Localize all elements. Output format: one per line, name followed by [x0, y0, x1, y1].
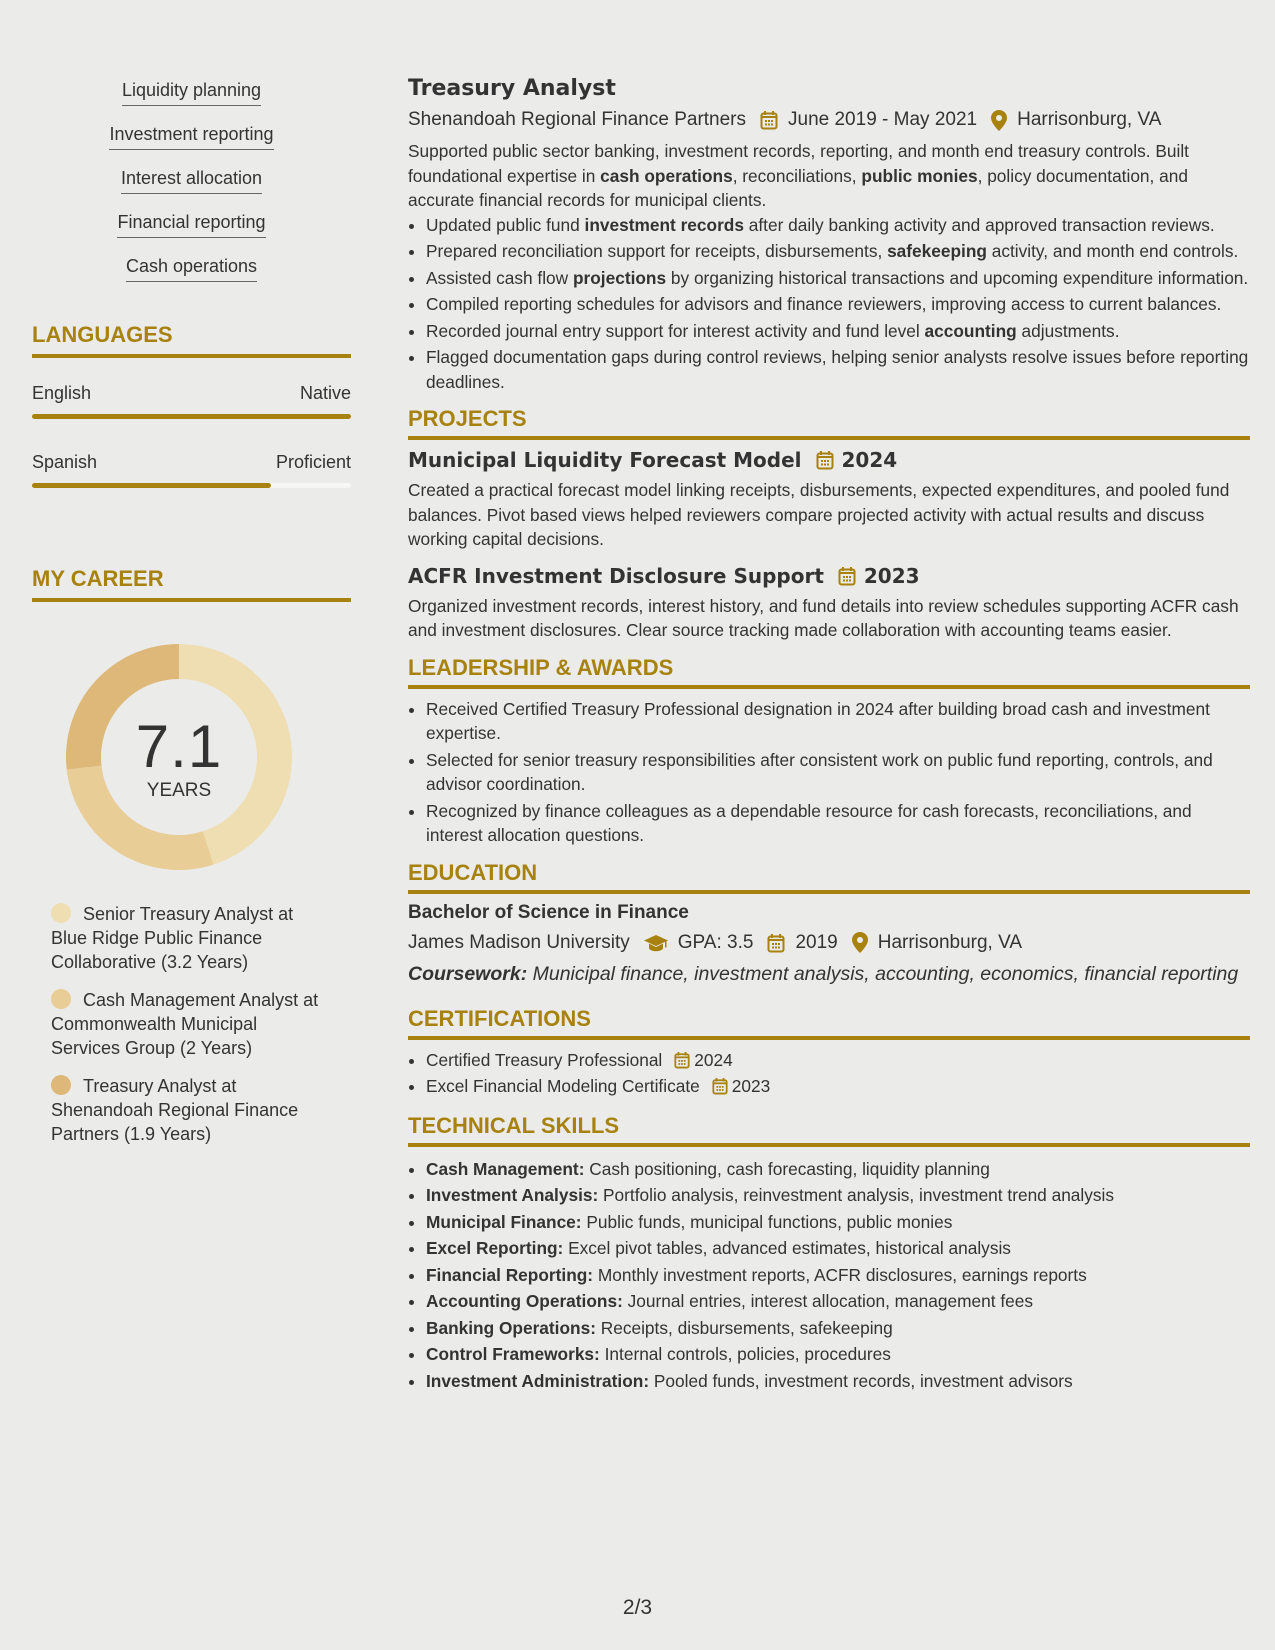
technical-skills-heading: TECHNICAL SKILLS [408, 1113, 1250, 1147]
technical-skill-item: • Banking Operations: Receipts, disbursements, safekeeping [426, 1316, 1250, 1341]
skill-tag: Financial reporting [117, 212, 265, 238]
certification-item: • Excel Financial Modeling Certificate 2023 [426, 1074, 1250, 1099]
legend-dot-icon [51, 903, 71, 923]
project-year: 2023 [863, 563, 920, 588]
project-title: Municipal Liquidity Forecast Model [408, 448, 802, 472]
legend-dot-icon [51, 1075, 71, 1095]
projects-heading: PROJECTS [408, 406, 1250, 440]
job-dates: June 2019 - May 2021 [788, 109, 978, 130]
job-location: Harrisonburg, VA [1017, 109, 1162, 130]
sidebar [32, 80, 351, 1160]
career-legend [51, 902, 321, 1146]
career-legend-label: Senior Treasury Analyst at Blue Ridge Public Finance Collaborative (3.2 Years) [51, 904, 294, 972]
job-bullet: • Compiled reporting schedules for advisors and finance reviewers, improving access to current balances. [426, 292, 1250, 317]
technical-skill-item: • Investment Administration: Pooled funds, investment records, investment advisors [426, 1369, 1250, 1394]
job-bullet: • Updated public fund investment records after daily banking activity and approved transaction reviews. [426, 213, 1250, 238]
project-description: Created a practical forecast model linking receipts, disbursements, expected expenditures, and pooled fund balances. Pivot based views helped reviewers compare projected activity with actual results and discuss working capital decisions. [408, 480, 1230, 549]
language-name: English [32, 383, 92, 403]
school-location: Harrisonburg, VA [877, 931, 1023, 953]
language-level: Proficient [275, 452, 351, 472]
location-pin-icon [852, 932, 868, 953]
leadership-item: • Recognized by finance colleagues as a dependable resource for cash forecasts, reconciliations, and interest allocation questions. [426, 799, 1250, 848]
leadership-item: • Selected for senior treasury responsibilities after consistent work on public fund reporting, controls, and advisor coordination. [426, 748, 1250, 797]
calendar-icon [674, 1051, 690, 1069]
language-name: Spanish [32, 452, 98, 472]
skill-tag: Liquidity planning [122, 80, 261, 106]
education-heading: EDUCATION [408, 860, 1250, 894]
calendar-icon [838, 566, 856, 586]
technical-skill-item: • Control Frameworks: Internal controls, policies, procedures [426, 1342, 1250, 1367]
career-legend-item [51, 988, 321, 1060]
skills-list [32, 80, 351, 282]
technical-skill-item: • Financial Reporting: Monthly investment reports, ACFR disclosures, earnings reports [426, 1263, 1250, 1288]
skill-tag: Investment reporting [109, 124, 273, 150]
experience-entry [408, 76, 1250, 394]
graduation-year: 2019 [795, 931, 838, 953]
career-legend-item [51, 1074, 321, 1146]
certifications-list [408, 1048, 1250, 1099]
calendar-icon [767, 933, 785, 953]
page-number: 2/3 [622, 1596, 653, 1619]
job-bullet: • Recorded journal entry support for interest activity and fund level accounting adjustments. [426, 319, 1250, 344]
language-bar-fill [32, 483, 271, 488]
language-bar-fill [32, 414, 351, 419]
job-bullet: • Assisted cash flow projections by organizing historical transactions and upcoming expenditure information. [426, 266, 1250, 291]
technical-skills-list [408, 1157, 1250, 1394]
language-bar [32, 414, 351, 419]
calendar-icon [760, 110, 778, 130]
calendar-icon [816, 450, 834, 470]
career-total-unit: YEARS [146, 780, 212, 801]
graduation-cap-icon [644, 934, 668, 952]
project-item [408, 564, 1250, 643]
leadership-item: • Received Certified Treasury Professional designation in 2024 after building broad cash and investment expertise. [426, 697, 1250, 746]
job-bullet: • Prepared reconciliation support for receipts, disbursements, safekeeping activity, and month end controls. [426, 239, 1250, 264]
job-summary: Supported public sector banking, investment records, reporting, and month end treasury controls. Built foundational expertise in cash operations, reconciliations, public monies, policy documentation, and accurate financial records for municipal clients. [408, 141, 1189, 210]
technical-skill-item: • Cash Management: Cash positioning, cash forecasting, liquidity planning [426, 1157, 1250, 1182]
languages-heading: LANGUAGES [32, 322, 351, 358]
company-name: Shenandoah Regional Finance Partners [408, 109, 747, 130]
skill-tag: Cash operations [126, 256, 257, 282]
technical-skill-item: • Excel Reporting: Excel pivot tables, advanced estimates, historical analysis [426, 1236, 1250, 1261]
career-legend-item [51, 902, 321, 974]
language-item [32, 452, 351, 488]
project-description: Organized investment records, interest history, and fund details into review schedules supporting ACFR cash and investment disclosures. Clear source tracking made collaboration with accounting teams easier. [408, 595, 1239, 640]
job-meta [408, 109, 1250, 131]
certifications-heading: CERTIFICATIONS [408, 1006, 1250, 1040]
job-bullets [408, 213, 1250, 395]
job-bullet: • Flagged documentation gaps during control reviews, helping senior analysts resolve issues before reporting deadlines. [426, 345, 1250, 394]
career-legend-label: Treasury Analyst at Shenandoah Regional Finance Partners (1.9 Years) [51, 1076, 299, 1144]
leadership-heading: LEADERSHIP & AWARDS [408, 655, 1250, 689]
technical-skill-item: • Municipal Finance: Public funds, municipal functions, public monies [426, 1210, 1250, 1235]
degree-title: Bachelor of Science in Finance [408, 901, 689, 923]
career-legend-label: Cash Management Analyst at Commonwealth Municipal Services Group (2 Years) [51, 990, 319, 1058]
career-total-years: 7.1 [135, 713, 223, 780]
location-pin-icon [991, 110, 1007, 131]
job-title: Treasury Analyst [408, 76, 616, 101]
project-title: ACFR Investment Disclosure Support [408, 563, 824, 588]
main-content [408, 76, 1250, 1395]
career-donut-chart [64, 642, 294, 872]
leadership-list [408, 697, 1250, 848]
project-item [408, 448, 1250, 552]
technical-skill-item: • Investment Analysis: Portfolio analysis, reinvestment analysis, investment trend analysis [426, 1183, 1250, 1208]
calendar-icon [712, 1077, 728, 1095]
education-entry [408, 902, 1250, 986]
legend-dot-icon [51, 989, 71, 1009]
skill-tag: Interest allocation [121, 168, 262, 194]
school-name: James Madison University [408, 931, 630, 953]
project-year: 2024 [841, 448, 898, 472]
language-bar [32, 483, 351, 488]
certification-item: • Certified Treasury Professional 2024 [426, 1048, 1250, 1073]
language-level: Native [299, 383, 351, 403]
career-heading: MY CAREER [32, 566, 351, 602]
technical-skill-item: • Accounting Operations: Journal entries, interest allocation, management fees [426, 1289, 1250, 1314]
language-item [32, 383, 351, 419]
gpa: GPA: 3.5 [677, 931, 754, 953]
coursework: Coursework: Municipal finance, investment analysis, accounting, economics, financial reporting [408, 962, 1239, 985]
